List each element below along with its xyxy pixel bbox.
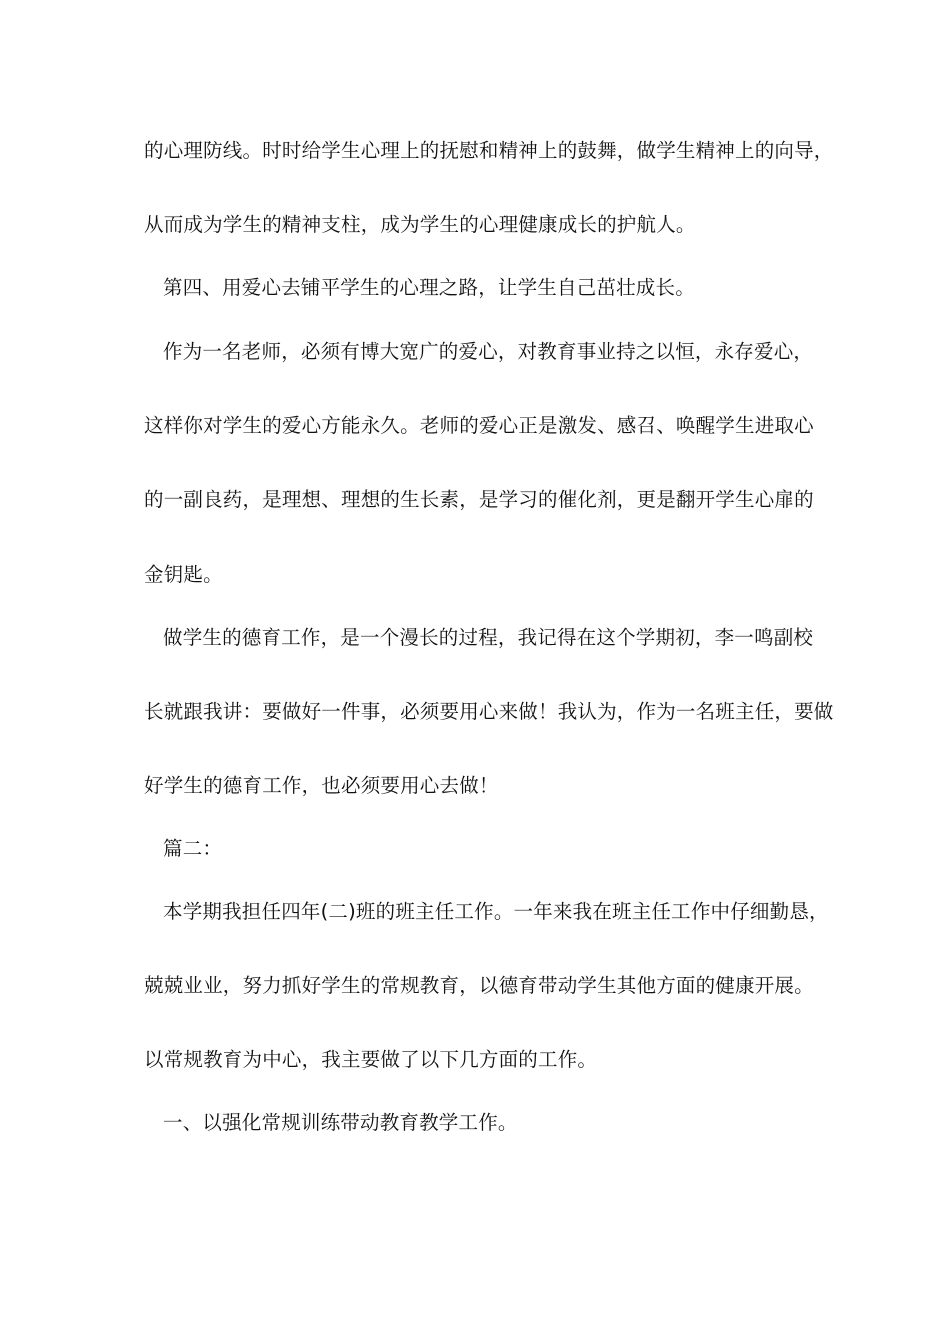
heading-fourth-point: 第四、用爱心去铺平学生的心理之路，让学生自己茁壮成长。	[163, 276, 695, 299]
text-line-13: 兢兢业业，努力抓好学生的常规教育，以德育带动学生其他方面的健康开展。	[144, 974, 814, 997]
text-line-12: 本学期我担任四年(二)班的班主任工作。一年来我在班主任工作中仔细勤恳，	[163, 900, 829, 923]
text-line-9: 长就跟我讲：要做好一件事，必须要用心来做！我认为，作为一名班主任，要做	[144, 700, 834, 723]
heading-first-point: 一、以强化常规训练带动教育教学工作。	[163, 1111, 518, 1134]
text-line-10: 好学生的德育工作，也必须要用心去做！	[144, 774, 499, 797]
text-line-8: 做学生的德育工作，是一个漫长的过程，我记得在这个学期初，李一鸣副校	[163, 626, 814, 649]
text-line-4: 作为一名老师，必须有博大宽广的爱心，对教育事业持之以恒，永存爱心，	[163, 340, 814, 363]
section-heading-part-two: 篇二：	[163, 837, 223, 860]
text-line-2: 从而成为学生的精神支柱，成为学生的心理健康成长的护航人。	[144, 213, 696, 236]
text-line-5: 这样你对学生的爱心方能永久。老师的爱心正是激发、感召、唤醒学生进取心	[144, 414, 814, 437]
text-line-14: 以常规教育为中心，我主要做了以下几方面的工作。	[144, 1048, 598, 1071]
text-line-7: 金钥匙。	[144, 563, 223, 586]
text-line-1: 的心理防线。时时给学生心理上的抚慰和精神上的鼓舞，做学生精神上的向导，	[144, 139, 834, 162]
text-line-6: 的一副良药，是理想、理想的生长素，是学习的催化剂，更是翻开学生心扉的	[144, 488, 814, 511]
